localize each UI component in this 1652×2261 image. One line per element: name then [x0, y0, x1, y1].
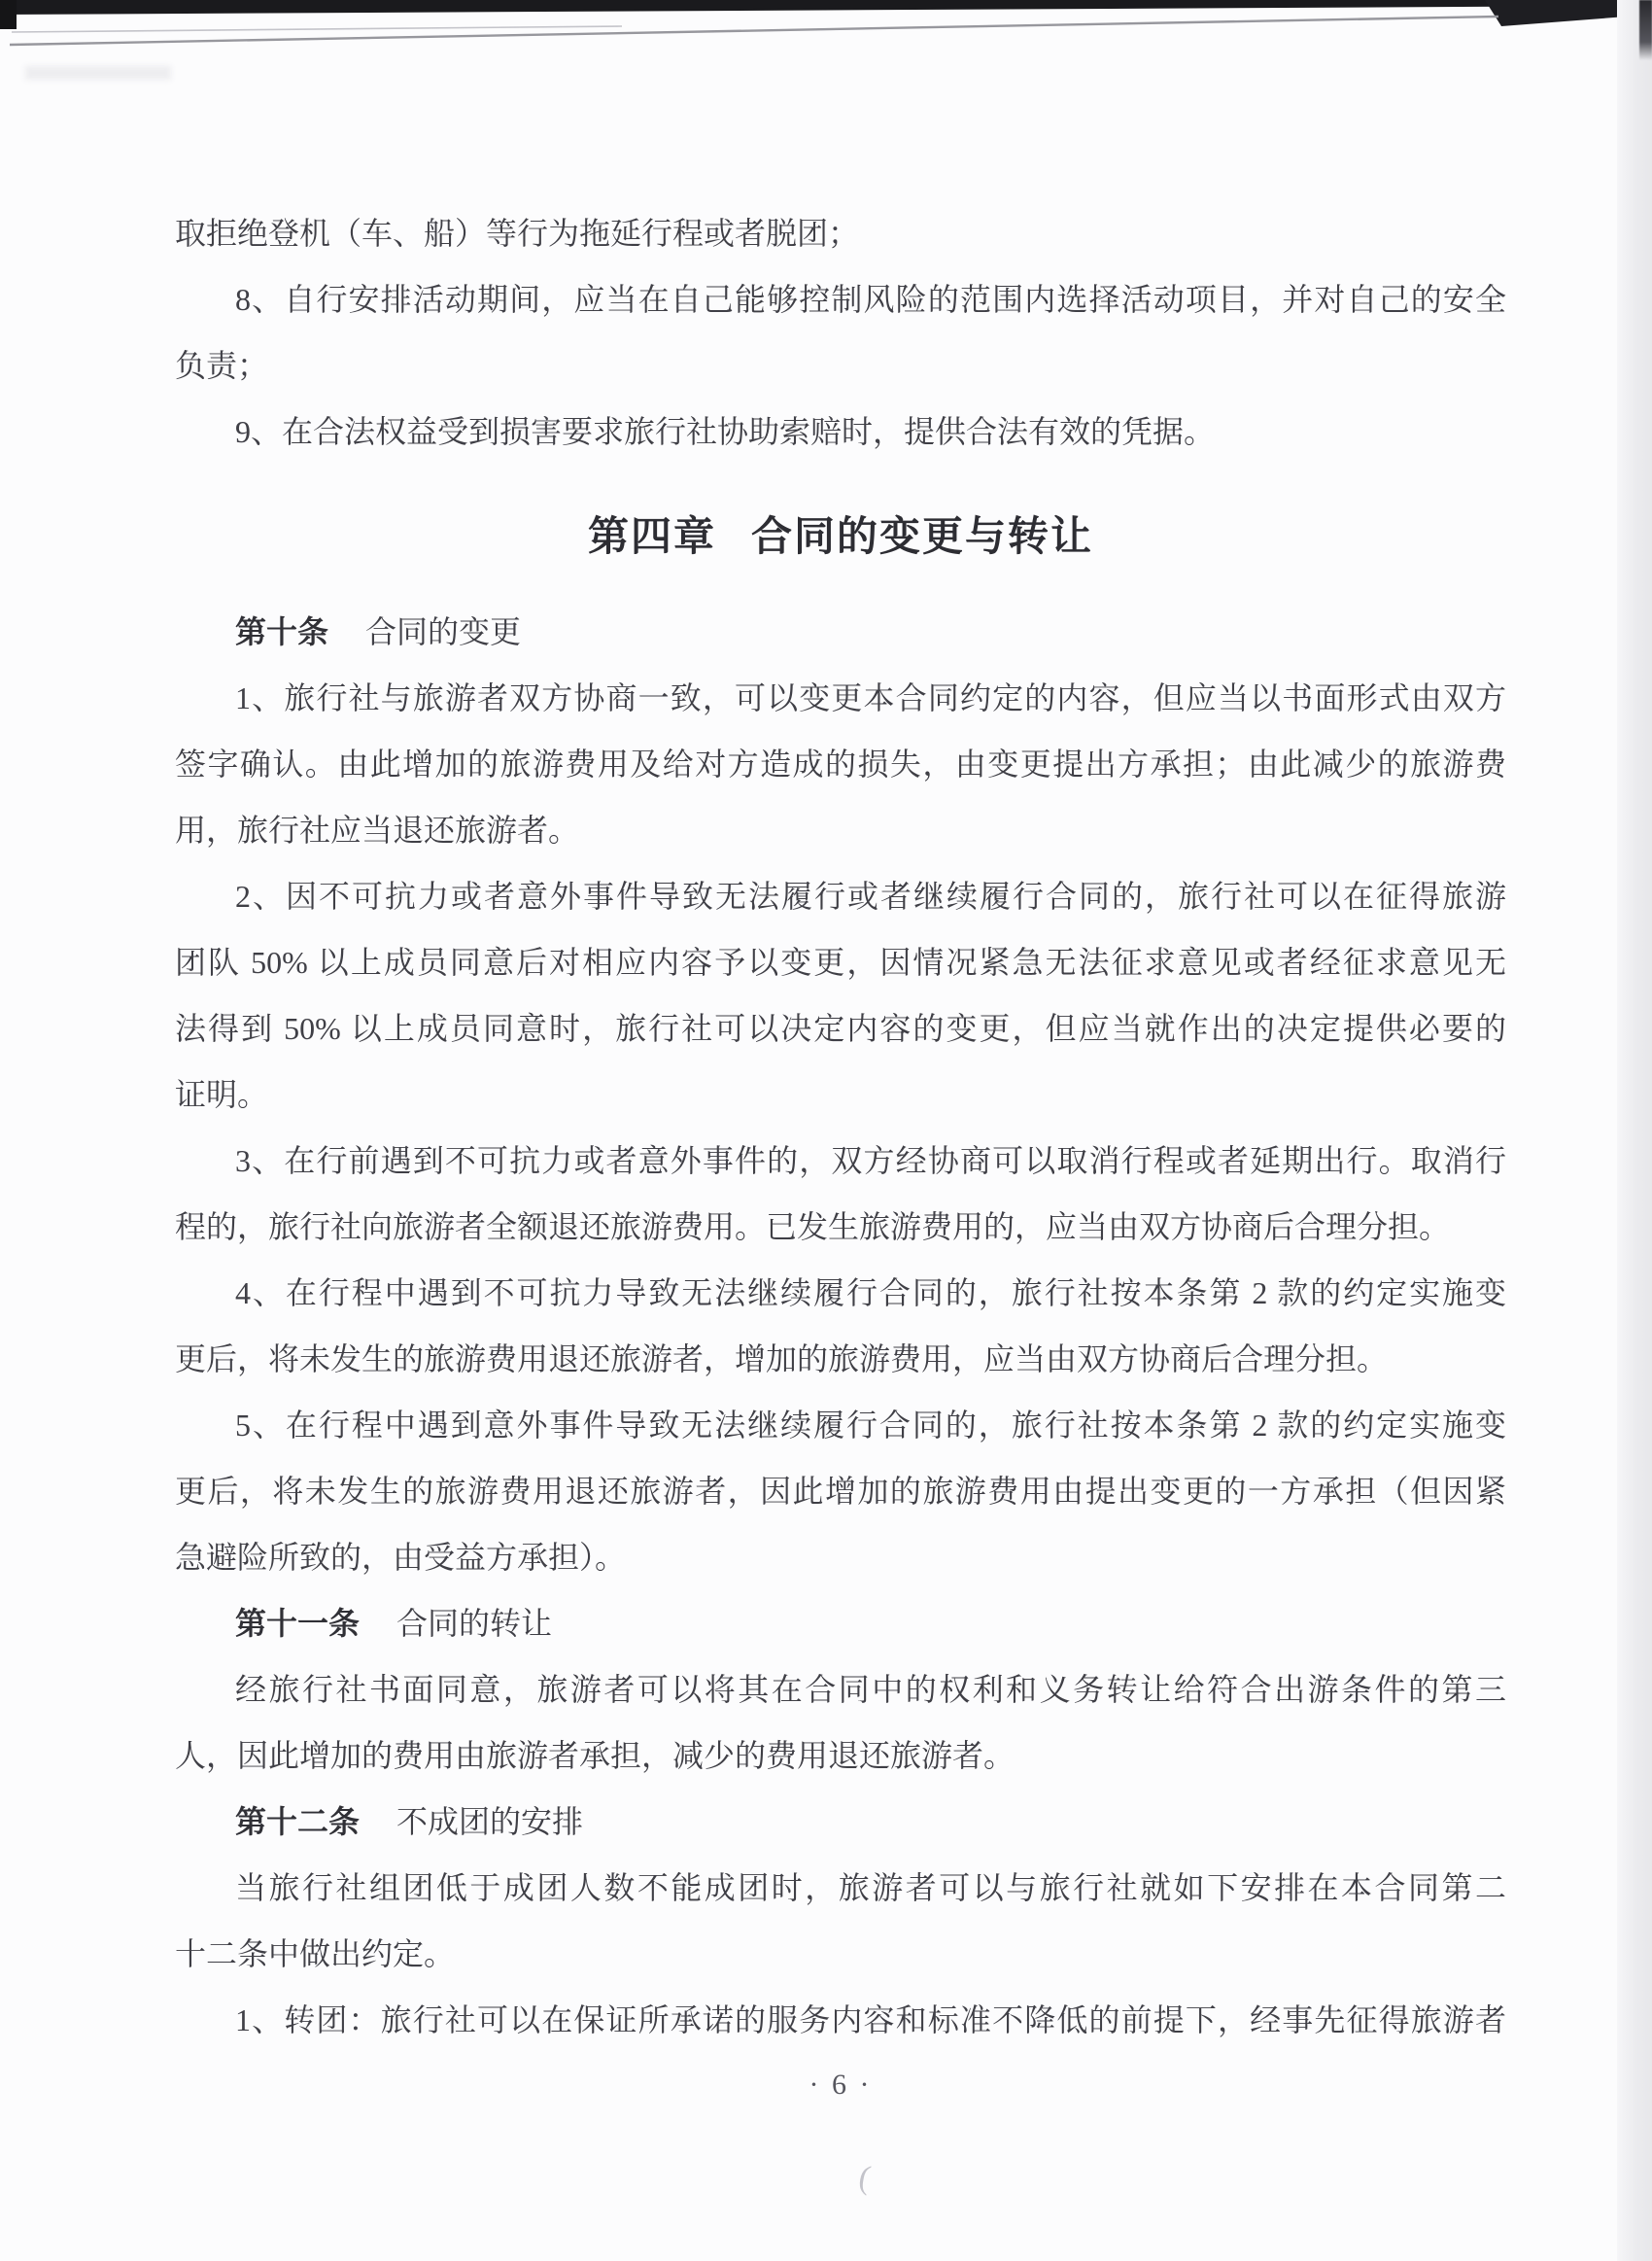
- text-line: 5、在行程中遇到意外事件导致无法继续履行合同的，旅行社按本条第 2 款的约定实施变: [235, 1408, 1506, 1443]
- scan-black-bar: [0, 0, 1652, 15]
- article-heading: [175, 599, 1506, 665]
- text-line: 4、在行程中遇到不可抗力导致无法继续履行合同的，旅行社按本条第 2 款的约定实施变: [235, 1275, 1506, 1310]
- chapter-heading: [175, 496, 1506, 579]
- text-line: 法得到 50% 以上成员同意时，旅行社可以决定内容的变更，但应当就作出的决定提供必要的: [175, 1011, 1506, 1046]
- article-heading: [175, 1789, 1506, 1855]
- text-line: 负责；: [175, 348, 269, 383]
- text-line: 3、在行前遇到不可抗力或者意外事件的，双方经协商可以取消行程或者延期出行。取消行: [235, 1143, 1506, 1178]
- text-line: 十二条中做出约定。: [175, 1936, 456, 1971]
- chapter-number: 第四章: [587, 515, 716, 560]
- text-line: 程的，旅行社向旅游者全额退还旅游费用。已发生旅游费用的，应当由双方协商后合理分担。: [175, 1209, 1451, 1244]
- article-number: 第十条: [235, 614, 329, 649]
- scan-hairline-faint: [12, 26, 622, 32]
- article-title: 合同的变更: [365, 614, 522, 649]
- text-line: 经旅行社书面同意，旅游者可以将其在合同中的权利和义务转让给符合出游条件的第三: [235, 1672, 1506, 1707]
- text-line: 更后，将未发生的旅游费用退还旅游者，增加的旅游费用，应当由双方协商后合理分担。: [175, 1341, 1389, 1376]
- scan-right-edge-shadow: [1617, 0, 1652, 2261]
- text-line: 证明。: [175, 1077, 269, 1112]
- text-line: 9、在合法权益受到损害要求旅行社协助索赔时，提供合法有效的凭据。: [235, 414, 1216, 449]
- text-line: 用，旅行社应当退还旅游者。: [175, 813, 580, 848]
- text-line: 1、转团：旅行社可以在保证所承诺的服务内容和标准不降低的前提下，经事先征得旅游者: [235, 2002, 1506, 2037]
- article-number: 第十一条: [235, 1606, 361, 1641]
- page-number: · 6 ·: [809, 2069, 873, 2101]
- text-line: 8、自行安排活动期间，应当在自己能够控制风险的范围内选择活动项目，并对自己的安全: [235, 282, 1506, 317]
- text-line: 急避险所致的，由受益方承担）。: [175, 1540, 627, 1575]
- scan-right-edge-dark-cap: [1639, 0, 1652, 60]
- scan-corner-blob: [0, 0, 17, 29]
- text-line: 取拒绝登机（车、船）等行为拖延行程或者脱团；: [175, 216, 860, 251]
- text-line: 当旅行社组团低于成团人数不能成团时，旅游者可以与旅行社就如下安排在本合同第二: [235, 1870, 1506, 1905]
- article-title: 合同的转让: [396, 1606, 553, 1641]
- text-line: 签字确认。由此增加的旅游费用及给对方造成的损失，由变更提出方承担；由此减少的旅游费: [175, 747, 1506, 782]
- text-line: 2、因不可抗力或者意外事件导致无法履行或者继续履行合同的，旅行社可以在征得旅游: [235, 879, 1506, 914]
- text-line: 更后，将未发生的旅游费用退还旅游者，因此增加的旅游费用由提出变更的一方承担（但因紧: [175, 1474, 1506, 1509]
- article-heading: [175, 1590, 1506, 1656]
- text-line: 人，因此增加的费用由旅游者承担，减少的费用退还旅游者。: [175, 1738, 1015, 1773]
- scan-top-edge-artifact: [0, 0, 1652, 78]
- pen-mark: (: [855, 2159, 874, 2197]
- document-lines: [175, 200, 1506, 2053]
- article-number: 第十二条: [235, 1804, 361, 1839]
- scan-smudge: [25, 66, 171, 80]
- article-title: 不成团的安排: [396, 1804, 584, 1839]
- text-line: 1、旅行社与旅游者双方协商一致，可以变更本合同约定的内容，但应当以书面形式由双方: [235, 680, 1506, 715]
- chapter-title: 合同的变更与转让: [751, 515, 1094, 560]
- text-line: 团队 50% 以上成员同意后对相应内容予以变更，因情况紧急无法征求意见或者经征求意见无: [175, 945, 1506, 980]
- document-body: [175, 200, 1506, 2109]
